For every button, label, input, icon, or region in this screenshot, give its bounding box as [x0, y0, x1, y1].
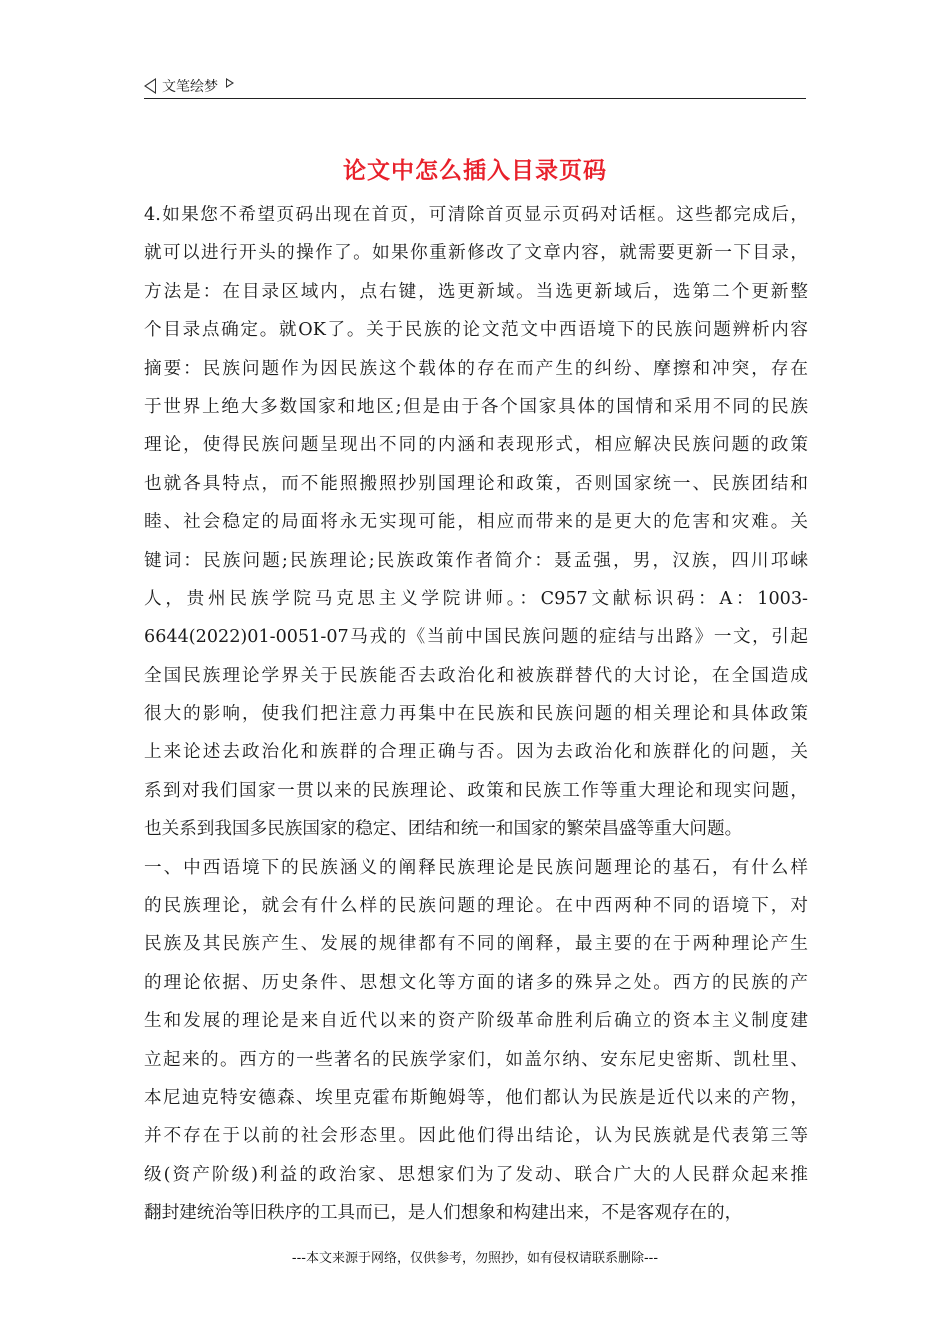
- body-line: 一、中西语境下的民族涵义的阐释民族理论是民族问题理论的基石，有什么样: [144, 857, 808, 878]
- document-title: 论文中怎么插入目录页码: [343, 158, 607, 184]
- body-line: 个目录点确定。就OK了。关于民族的论文范文中西语境下的民族问题辨析内容: [144, 320, 808, 341]
- body-line: 就可以进行开头的操作了。如果你重新修改了文章内容，就需要更新一下目录，: [144, 243, 808, 264]
- body-line: 系到对我们国家一贯以来的民族理论、政策和民族工作等重大理论和现实问题，: [144, 780, 808, 801]
- body-line: 立起来的。西方的一些著名的民族学家们，如盖尔纳、安东尼史密斯、凯杜里、: [144, 1049, 808, 1070]
- body-line: 并不存在于以前的社会形态里。因此他们得出结论，认为民族就是代表第三等: [144, 1126, 808, 1147]
- body-line: 也关系到我国多民族国家的稳定、团结和统一和国家的繁荣昌盛等重大问题。: [144, 819, 743, 840]
- triangle-left-icon: [144, 78, 156, 94]
- body-line: 也就各具特点，而不能照搬照抄别国理论和政策，否则国家统一、民族团结和: [144, 473, 808, 494]
- body-line: 理论，使得民族问题呈现出不同的内涵和表现形式，相应解决民族问题的政策: [144, 435, 808, 456]
- body-line: 人，贵州民族学院马克思主义学院讲师。：C957文献标识码：A：1003-: [144, 588, 808, 609]
- body-line: 民族及其民族产生、发展的规律都有不同的阐释，最主要的在于两种理论产生: [144, 934, 808, 955]
- header-brand-group: [144, 76, 234, 96]
- page-footer: ---本文来源于网络，仅供参考，勿照抄，如有侵权请联系删除---: [291, 1251, 659, 1266]
- body-line: 翻封建统治等旧秩序的工具而已，是人们想象和构建出来，不是客观存在的，: [144, 1203, 743, 1224]
- body-line: 的民族理论，就会有什么样的民族问题的理论。在中西两种不同的语境下，对: [144, 896, 808, 917]
- body-line: 很大的影响，使我们把注意力再集中在民族和民族问题的相关理论和具体政策: [144, 704, 808, 725]
- body-line: 全国民族理论学界关于民族能否去政治化和被族群替代的大讨论，在全国造成: [144, 665, 808, 686]
- body-line: 级(资产阶级)利益的政治家、思想家们为了发动、联合广大的人民群众起来推: [144, 1164, 808, 1185]
- body-line: 方法是：在目录区域内，点右键，选更新域。当选更新域后，选第二个更新整: [144, 281, 808, 302]
- body-line: 上来论述去政治化和族群的合理正确与否。因为去政治化和族群化的问题，关: [144, 742, 808, 763]
- page-header: [144, 72, 806, 99]
- body-line: 摘要：民族问题作为因民族这个载体的存在而产生的纠纷、摩擦和冲突，存在: [144, 358, 808, 379]
- body-line: 睦、社会稳定的局面将永无实现可能，相应而带来的是更大的危害和灾难。关: [144, 512, 808, 533]
- header-brand: 文笔绘梦: [162, 79, 218, 95]
- body-line: 本尼迪克特安德森、埃里克霍布斯鲍姆等，他们都认为民族是近代以来的产物，: [144, 1087, 808, 1108]
- body-line: 于世界上绝大多数国家和地区;但是由于各个国家具体的国情和采用不同的民族: [144, 396, 808, 417]
- document-body: [144, 196, 808, 1233]
- body-line: 4.如果您不希望页码出现在首页，可清除首页显示页码对话框。这些都完成后，: [144, 205, 808, 225]
- body-line: 生和发展的理论是来自近代以来的资产阶级革命胜利后确立的资本主义制度建: [144, 1011, 808, 1032]
- body-line: 的理论依据、历史条件、思想文化等方面的诸多的殊异之处。西方的民族的产: [144, 972, 808, 993]
- triangle-right-icon: [226, 78, 234, 88]
- body-line: 6644(2022)01-0051-07马戎的《当前中国民族问题的症结与出路》一文，引起: [144, 627, 808, 648]
- body-line: 键词：民族问题;民族理论;民族政策作者简介：聂孟强，男，汉族，四川邛崃: [144, 550, 808, 571]
